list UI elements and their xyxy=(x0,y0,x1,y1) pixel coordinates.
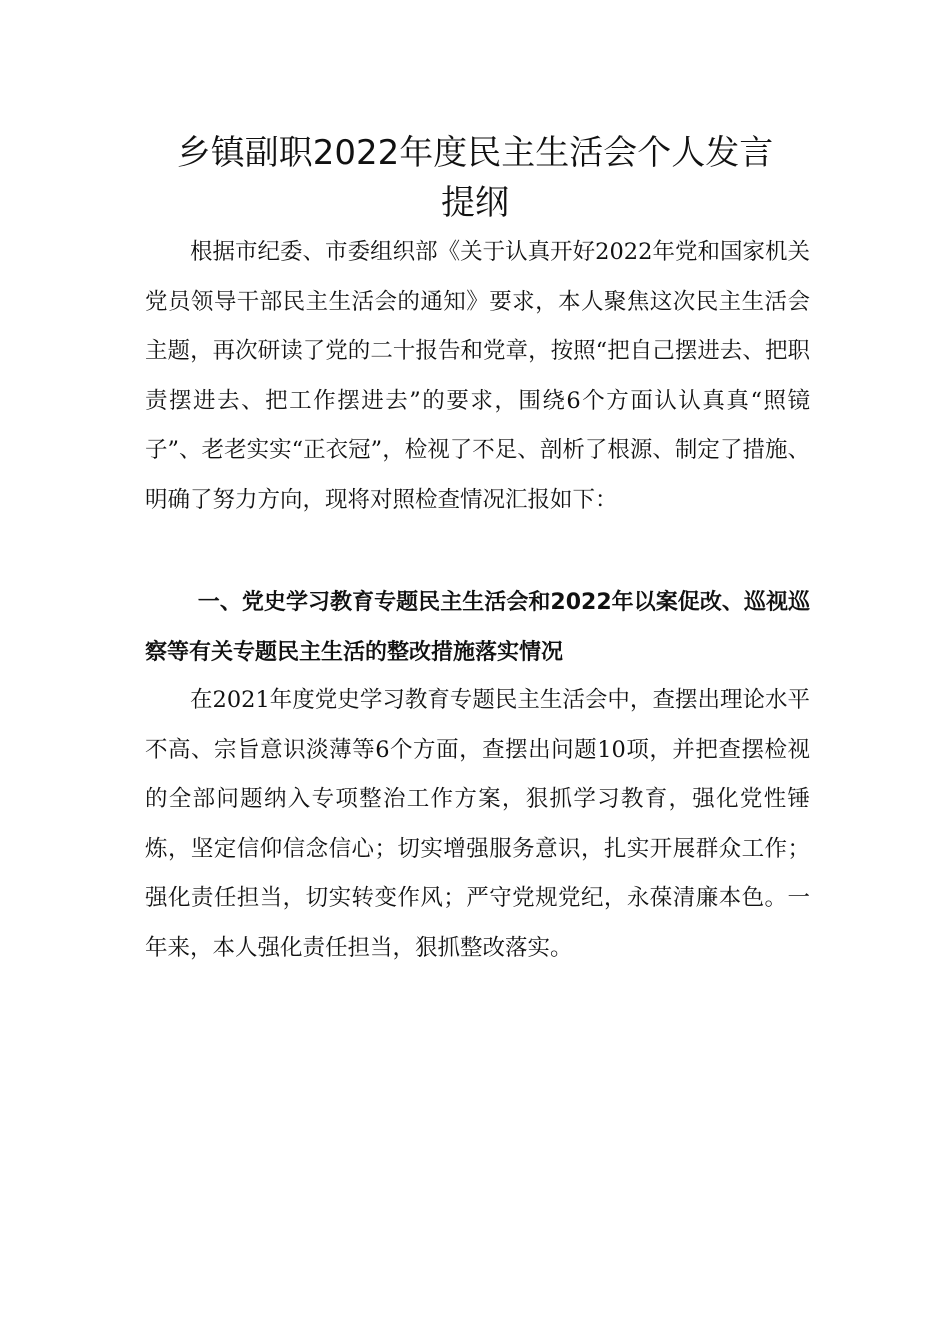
intro-paragraph: 根据市纪委、市委组织部《关于认真开好2022年党和国家机关党员领导干部民主生活会的通知》要求，本人聚焦这次民主生活会主题，再次研读了党的二十报告和党章，按照“把自己摆进去、把职责摆进去、把工作摆进去”的要求，围绕6个方面认认真真“照镜子”、老老实实“正衣冠”，检视了不足、剖析了根源、制定了措施、明确了努力方向，现将对照检查情况汇报如下： xyxy=(145,239,810,513)
section-1-paragraph: 在2021年度党史学习教育专题民主生活会中，查摆出理论水平不高、宗旨意识淡薄等6个方面，查摆出问题10项，并把查摆检视的全部问题纳入专项整治工作方案，狠抓学习教育，强化党性锤炼，坚定信仰信念信心；切实增强服务意识，扎实开展群众工作；强化责任担当，切实转变作风；严守党规党纪，永葆清廉本色。一年来，本人强化责任担当，狠抓整改落实。 xyxy=(145,687,810,961)
document-title-line-1: 乡镇副职2022年度民主生活会个人发言 xyxy=(176,133,774,173)
document-title-line-2: 提纲 xyxy=(441,183,509,223)
section-1-heading: 一、党史学习教育专题民主生活会和2022年以案促改、巡视巡察等有关专题民主生活的整改措施落实情况 xyxy=(145,590,810,665)
